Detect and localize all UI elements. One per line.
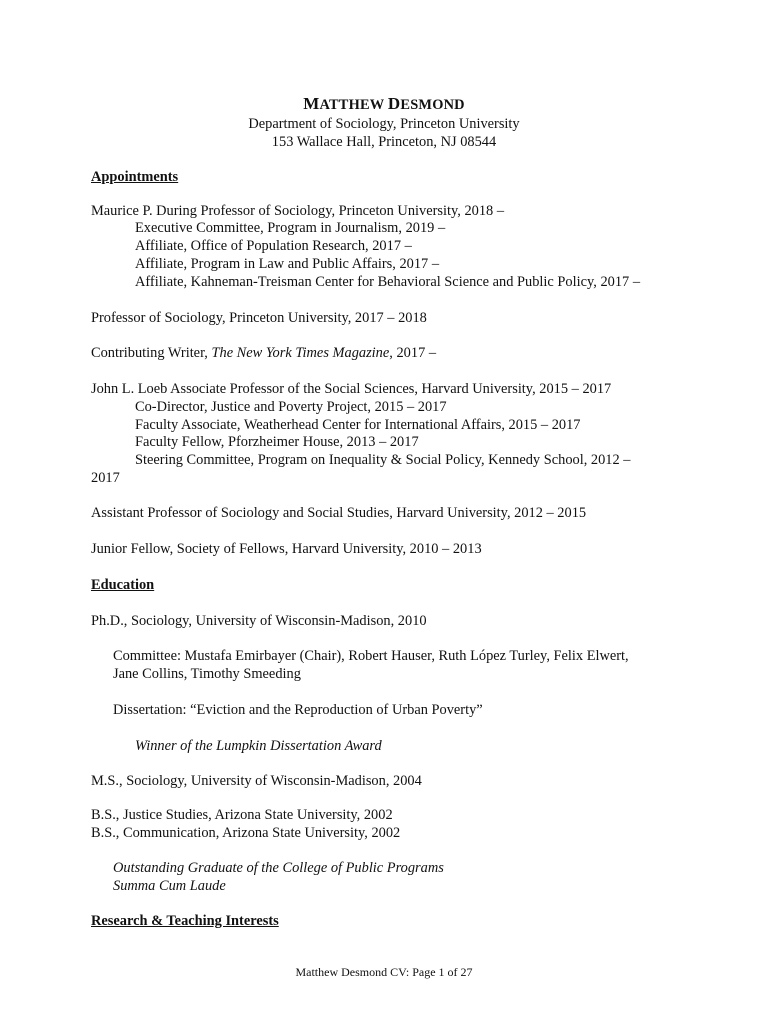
appointment-junior-fellow: Junior Fellow, Society of Fellows, Harvard University, 2010 – 2013	[91, 541, 482, 557]
contributing-suffix: , 2017 –	[389, 345, 437, 361]
name-last-initial: D	[387, 94, 401, 113]
education-bs: B.S., Communication, Arizona State University, 2002	[91, 825, 401, 841]
education-committee-line: Committee: Mustafa Emirbayer (Chair), Robert Hauser, Ruth López Turley, Felix Elwert,	[113, 648, 629, 664]
name-last-rest: ESMOND	[400, 97, 465, 113]
appointments-heading: Appointments	[91, 169, 179, 185]
appointment-sub-item: Affiliate, Kahneman-Treisman Center for Behavioral Science and Public Policy, 2017 –	[135, 274, 641, 290]
education-award: Winner of the Lumpkin Dissertation Award	[135, 738, 382, 754]
appointment-during-professor: Maurice P. During Professor of Sociology, Princeton University, 2018 –	[91, 203, 505, 219]
contributing-publication: The New York Times Magazine	[211, 345, 390, 361]
loeb-sub-item: Steering Committee, Program on Inequality & Social Policy, Kennedy School, 2012 –	[135, 452, 631, 468]
appointment-sub-item: Affiliate, Office of Population Research, 2017 –	[135, 238, 412, 254]
research-heading: Research & Teaching Interests	[91, 913, 279, 929]
name-first-initial: M	[303, 94, 320, 113]
education-bs: B.S., Justice Studies, Arizona State University, 2002	[91, 807, 393, 823]
education-phd: Ph.D., Sociology, University of Wisconsin-Madison, 2010	[91, 613, 427, 629]
education-honor: Summa Cum Laude	[113, 878, 226, 894]
education-committee-line: Jane Collins, Timothy Smeeding	[113, 666, 301, 682]
appointment-assistant: Assistant Professor of Sociology and Social Studies, Harvard University, 2012 – 2015	[91, 505, 587, 521]
name-first-rest: ATTHEW	[319, 97, 385, 113]
education-dissertation: Dissertation: “Eviction and the Reproduction of Urban Poverty”	[113, 702, 483, 718]
education-heading: Education	[91, 577, 155, 593]
loeb-sub-item: Faculty Associate, Weatherhead Center for International Affairs, 2015 – 2017	[135, 417, 581, 433]
education-honor: Outstanding Graduate of the College of Public Programs	[113, 860, 444, 876]
cv-name	[0, 95, 768, 114]
loeb-sub-item-wrap: 2017	[91, 470, 120, 486]
loeb-sub-item: Faculty Fellow, Pforzheimer House, 2013 – 2017	[135, 434, 419, 450]
page-footer: Matthew Desmond CV: Page 1 of 27	[295, 965, 473, 979]
address-line: 153 Wallace Hall, Princeton, NJ 08544	[271, 134, 497, 150]
contributing-prefix: Contributing Writer,	[91, 345, 212, 361]
appointment-contributing-writer	[91, 344, 436, 362]
appointment-loeb: John L. Loeb Associate Professor of the Social Sciences, Harvard University, 2015 – 2017	[91, 381, 612, 397]
loeb-sub-item: Co-Director, Justice and Poverty Project, 2015 – 2017	[135, 399, 447, 415]
appointment-sub-item: Affiliate, Program in Law and Public Affairs, 2017 –	[135, 256, 440, 272]
appointment-professor: Professor of Sociology, Princeton University, 2017 – 2018	[91, 310, 427, 326]
department-line: Department of Sociology, Princeton University	[248, 116, 520, 132]
appointment-sub-item: Executive Committee, Program in Journalism, 2019 –	[135, 220, 446, 236]
education-ms: M.S., Sociology, University of Wisconsin-Madison, 2004	[91, 773, 422, 789]
